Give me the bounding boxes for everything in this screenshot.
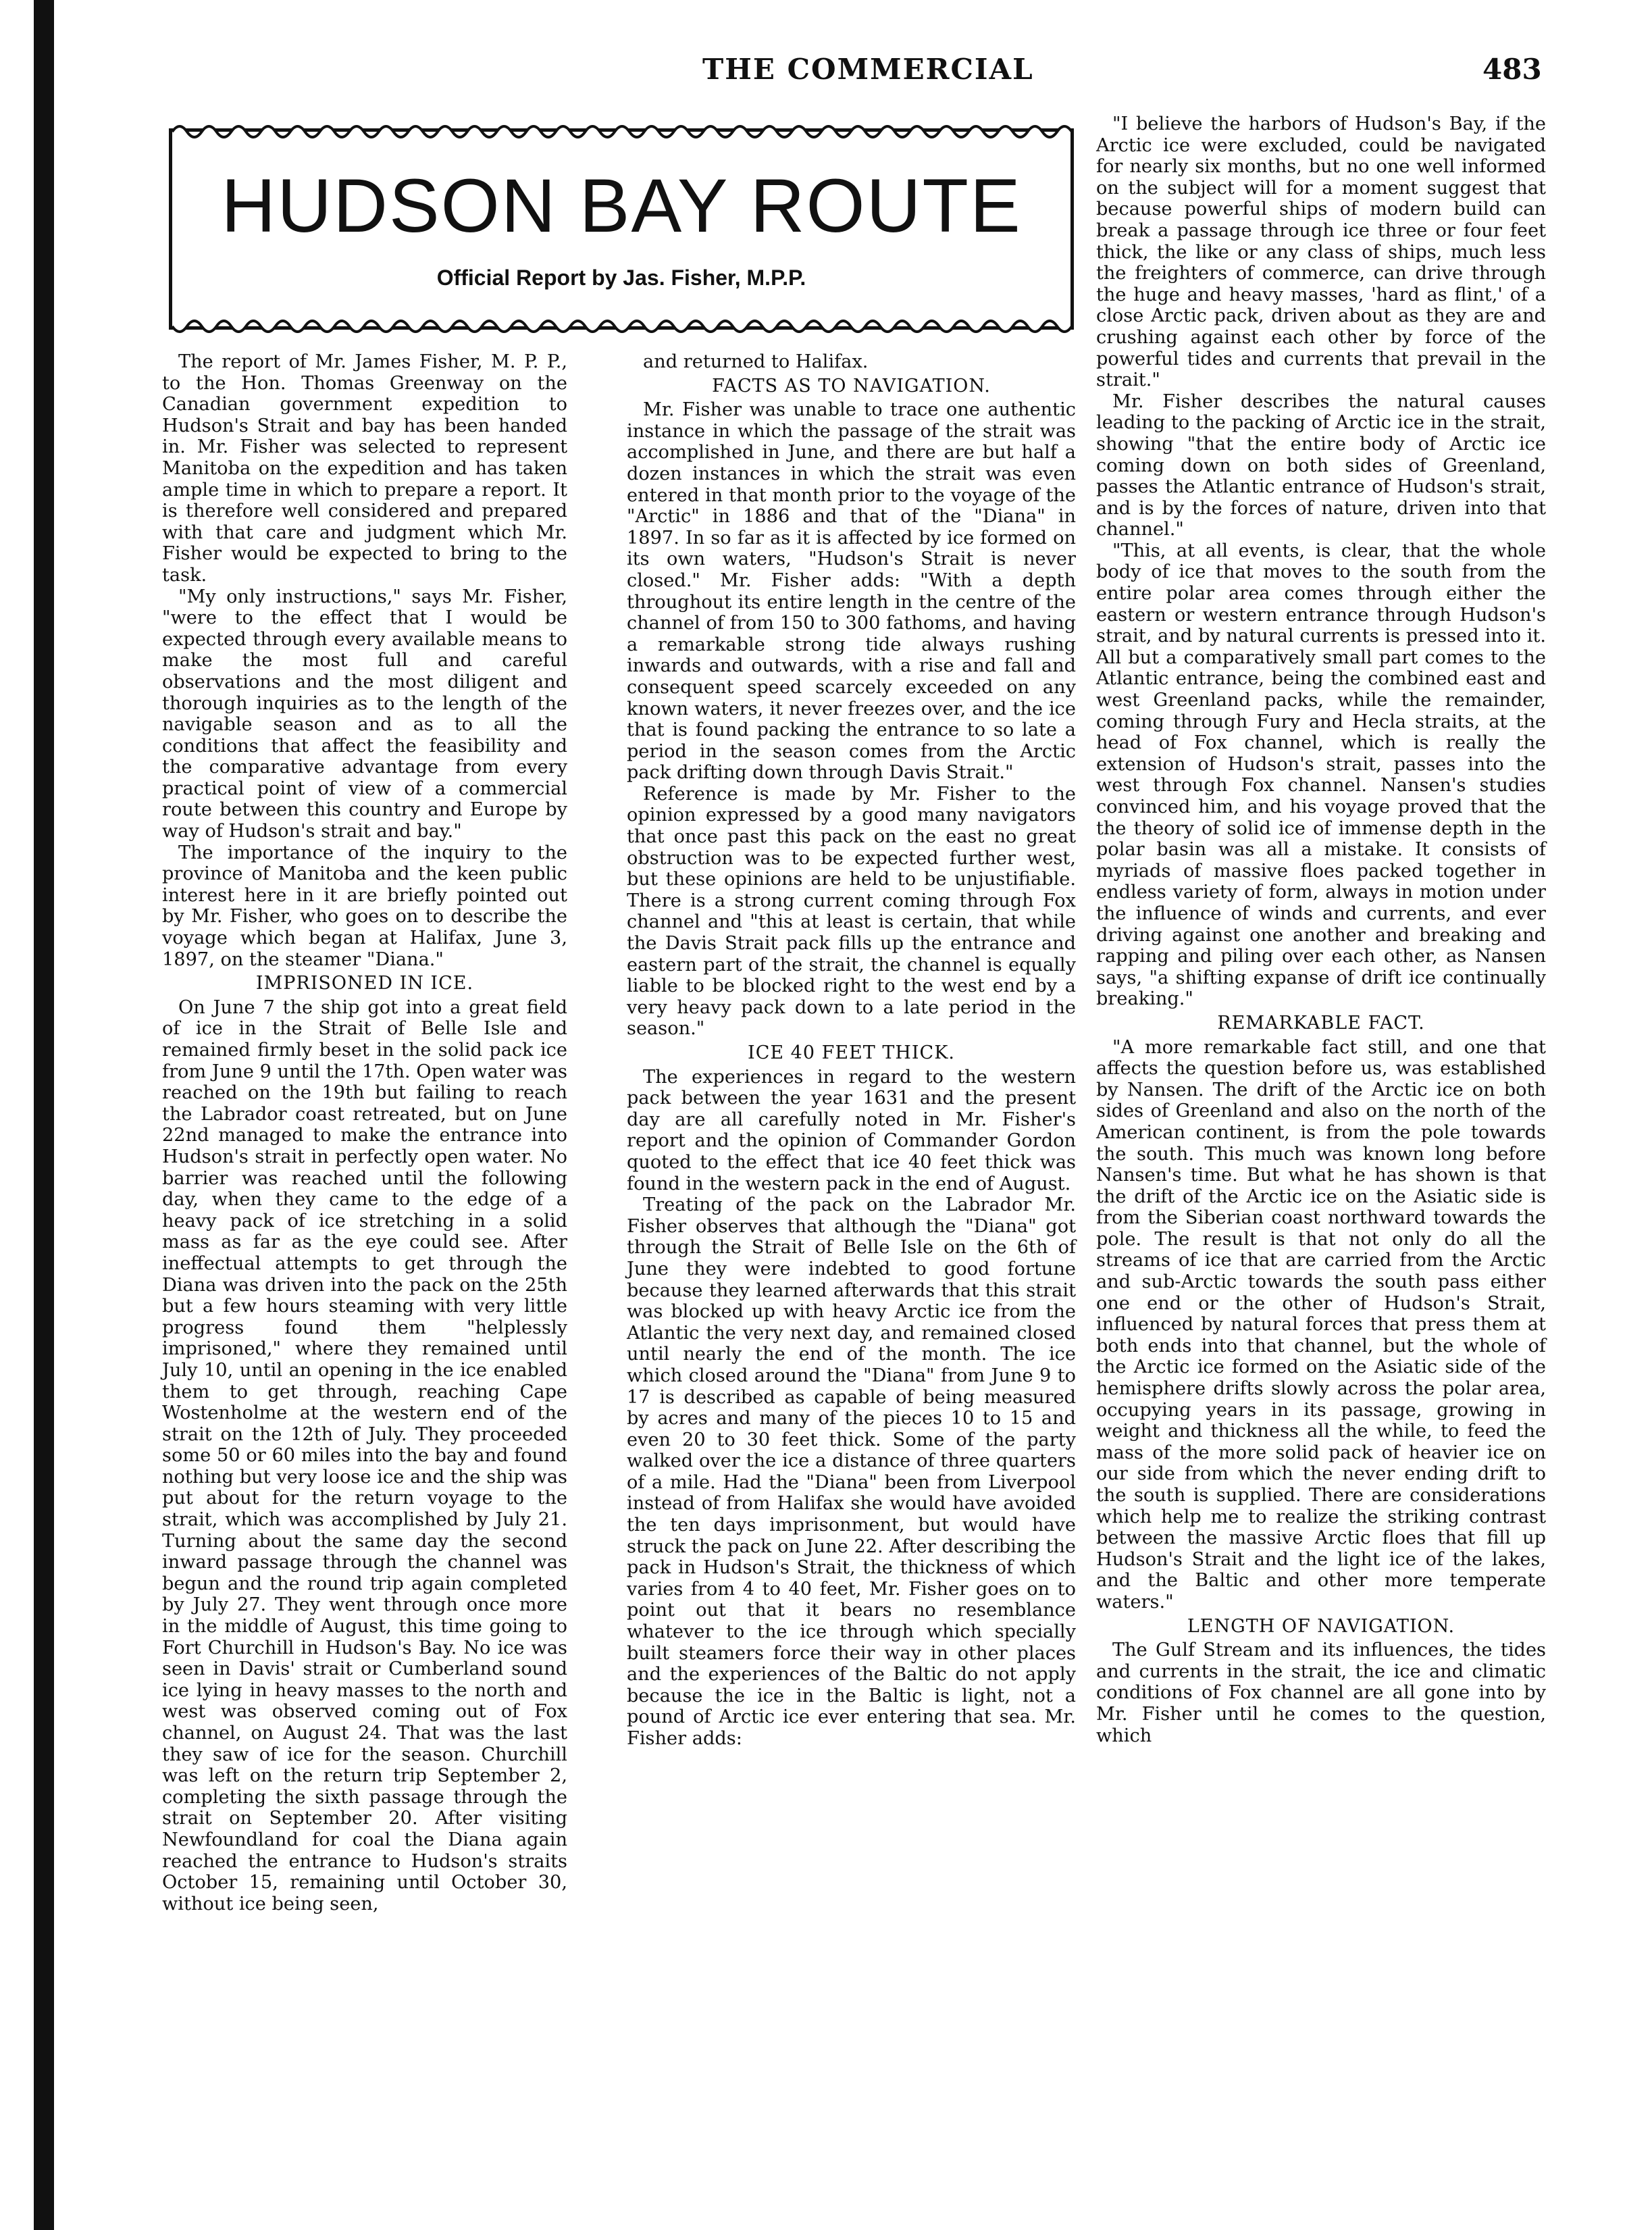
headline-box [169,128,1074,330]
column-middle [627,351,1076,1750]
paragraph: Treating of the pack on the Labrador Mr. Fisher observes that although the "Diana" got through the Strait of Belle Isle on the 6th of June they were indebted to good fortune because they learned afterwards that this strait was blocked up with heavy Arctic ice from the Atlantic the very next day, and remained closed until nearly the end of the month. The ice which closed around the "Diana" from June 9 to 17 is described as capable of being measured by acres and many of the pieces 10 to 15 and even 20 to 30 feet thick. Some of the party walked over the ice a distance of three quarters of a mile. Had the "Diana" been from Liverpool instead of from Halifax she would have avoided the ten days imprisonment, but would have struck the pack on June 22. After describing the pack in Hudson's Strait, the thickness of which varies from 4 to 40 feet, Mr. Fisher goes on to point out that it bears no resemblance whatever to the ice through which specially built steamers force their way in other places and the experiences of the Baltic do not apply because the ice in the Baltic is light, not a pound of Arctic ice ever entering that sea. Mr. Fisher adds: [627,1194,1076,1749]
wavy-border-bottom [172,317,1070,340]
paragraph: The experiences in regard to the western pack between the year 1631 and the present day are all carefully noted in Mr. Fisher's report and the opinion of Commander Gordon quoted to the effect that ice 40 feet thick was found in the western pack in the end of August. [627,1066,1076,1194]
paragraph: Reference is made by Mr. Fisher to the opinion expressed by a good many navigators that once past this pack on the east no great obstruction was to be expected further west, but these opinions are held to be unjustifiable. There is a strong current coming through Fox channel and "this at least is certain, that while the Davis Strait pack fills up the entrance and eastern part of the strait, the channel is equally liable to be blocked right to the west end by a very heavy pack down to a late period in the season." [627,783,1076,1040]
paragraph: On June 7 the ship got into a great field of ice in the Strait of Belle Isle and remained firmly beset in the solid pack ice from June 9 until the 17th. Open water was reached on the 19th but failing to reach the Labrador coast retreated, but on June 22nd managed to make the entrance into Hudson's strait in perfectly open water. No barrier was reached until the following day, when they came to the edge of a heavy pack of ice stretching in a solid mass as far as the eye could see. After ineffectual attempts to get through the Diana was driven into the pack on the 25th but a few hours steaming with very little progress found them "helplessly imprisoned," where they remained until July 10, until an opening in the ice enabled them to get through, reaching Cape Wostenholme at the western end of the strait on the 12th of July. They proceeded some 50 or 60 miles into the bay and found nothing but very loose ice and the ship was put about for the return voyage to the strait, which was accomplished by July 21. Turning about the same day the second inward passage through the channel was begun and the round trip again completed by July 27. They went through once more in the middle of August, this time going to Fort Churchill in Hudson's Bay. No ice was seen in Davis' strait or Cumberland sound ice lying in heavy masses to the north and west was observed coming out of Fox channel, on August 24. That was the last they saw of ice for the season. Churchill was left on the return trip September 2, completing the sixth passage through the strait on September 20. After visiting Newfoundland for coal the Diana again reached the entrance to Hudson's straits October 15, remaining until October 30, without ice being seen, [162,996,567,1915]
paragraph: "I believe the harbors of Hudson's Bay, if the Arctic ice were excluded, could be navigated for nearly six months, but no one well informed on the subject will for a moment suggest that because powerful ships of modern build can break a passage through ice three or four feet thick, the like or any class of ships, much less the freighters of commerce, can drive through the huge and heavy masses, 'hard as flint,' of a close Arctic pack, driven about as they are and crushing against each other by force of the powerful tides and currents that prevail in the strait." [1096,113,1546,391]
paragraph: Mr. Fisher was unable to trace one authentic instance in which the passage of the strait was accomplished in June, and there are but half a dozen instances in which the strait was even entered in that month prior to the voyage of the "Arctic" in 1886 and that of the "Diana" in 1897. In so far as it is affected by ice formed on its own waters, "Hudson's Strait is never closed." Mr. Fisher adds: "With a depth throughout its entire length in the centre of the channel of from 150 to 300 fathoms, and having a remarkable strong tide always rushing inwards and outwards, with a rise and fall and consequent speed scarcely exceeded on any known waters, it never freezes over, and the ice that is found packing the entrance to so late a period in the season comes from the Arctic pack drifting down through Davis Strait." [627,399,1076,784]
section-heading: LENGTH OF NAVIGATION. [1187,1615,1455,1637]
section-heading: FACTS AS TO NAVIGATION. [712,375,991,397]
paragraph: The importance of the inquiry to the province of Manitoba and the keen public interest here in it are briefly pointed out by Mr. Fisher, who goes on to describe the voyage which began at Halifax, June 3, 1897, on the steamer "Diana." [162,842,567,970]
column-right [1096,113,1546,1746]
page-number: 483 [1482,53,1542,86]
column-left [162,351,567,1915]
running-header: THE COMMERCIAL [702,53,1034,86]
paragraph: "My only instructions," says Mr. Fisher, "were to the effect that I would be expected through every available means to make the most full and careful observations and the most diligent and thorough inquiries as to the length of the navigable season and as to all the conditions that affect the feasibility and the comparative advantage from every practical point of view of a commercial route between this country and Europe by way of Hudson's strait and bay." [162,586,567,842]
wavy-border-top [172,118,1070,141]
section-heading: ICE 40 FEET THICK. [748,1042,955,1063]
headline: HUDSON BAY ROUTE [221,163,1022,248]
paragraph: and returned to Halifax. [643,351,869,372]
byline: Official Report by Jas. Fisher, M.P.P. [436,265,806,290]
page-spine [34,0,54,2230]
section-heading: REMARKABLE FACT. [1217,1012,1425,1034]
paragraph: The report of Mr. James Fisher, M. P. P., to the Hon. Thomas Greenway on the Canadian government expedition to Hudson's Strait and bay has been handed in. Mr. Fisher was selected to represent Manitoba on the expedition and has taken ample time in which to prepare a report. It is therefore well considered and prepared with that care and judgment which Mr. Fisher would be expected to bring to the task. [162,351,567,586]
paragraph: The Gulf Stream and its influences, the tides and currents in the strait, the ice and climatic conditions of Fox channel are all gone into by Mr. Fisher until he comes to the question, which [1096,1640,1546,1746]
section-heading: IMPRISONED IN ICE. [255,973,474,994]
paragraph: "This, at all events, is clear, that the whole body of ice that moves to the south from the entire polar area comes through either the eastern or western entrance through Hudson's strait, and by natural currents is pressed into it. All but a comparatively small part comes to the Atlantic entrance, being the combined east and west Greenland packs, while the remainder, coming through Fury and Hecla straits, at the head of Fox channel, which is really the extension of Hudson's strait, passes into the west through Fox channel. Nansen's studies convinced him, and his voyage proved that the the theory of solid ice of immense depth in the polar basin was all a mistake. It consists of myriads of massive floes packed together in endless variety of form, always in motion under the influence of winds and currents, and ever driving against one another and breaking and rapping and piling over each other, as Nansen says, "a shifting expanse of drift ice continually breaking." [1096,540,1546,1010]
paragraph: "A more remarkable fact still, and one that affects the question before us, was established by Nansen. The drift of the Arctic ice on both sides of Greenland and also on the north of the American continent, is from the pole towards the south. This much was known long before Nansen's time. But what he has shown is that the drift of the Arctic ice on the Asiatic side is from the Siberian coast northward towards the pole. The result is that not only do all the streams of ice that are carried from the Arctic and sub-Arctic towards the south pass either one end or the other of Hudson's Strait, influenced by natural forces that press them at both ends into that channel, but the whole of the Arctic ice formed on the Asiatic side of the hemisphere drifts slowly across the polar area, occupying years in its passage, growing in weight and thickness all the while, to feed the mass of the more solid pack of heavier ice on our side from which the never ending drift to the south is supplied. There are considerations which help me to realize the striking contrast between the massive Arctic floes that fill up Hudson's Strait and the light ice of the lakes, and the Baltic and other more temperate waters." [1096,1036,1546,1613]
paragraph: Mr. Fisher describes the natural causes leading to the packing of Arctic ice in the strait, showing "that the entire body of Arctic ice coming down on both sides of Greenland, passes the Atlantic entrance of Hudson's strait, and is by the forces of nature, driven into that channel." [1096,390,1546,540]
